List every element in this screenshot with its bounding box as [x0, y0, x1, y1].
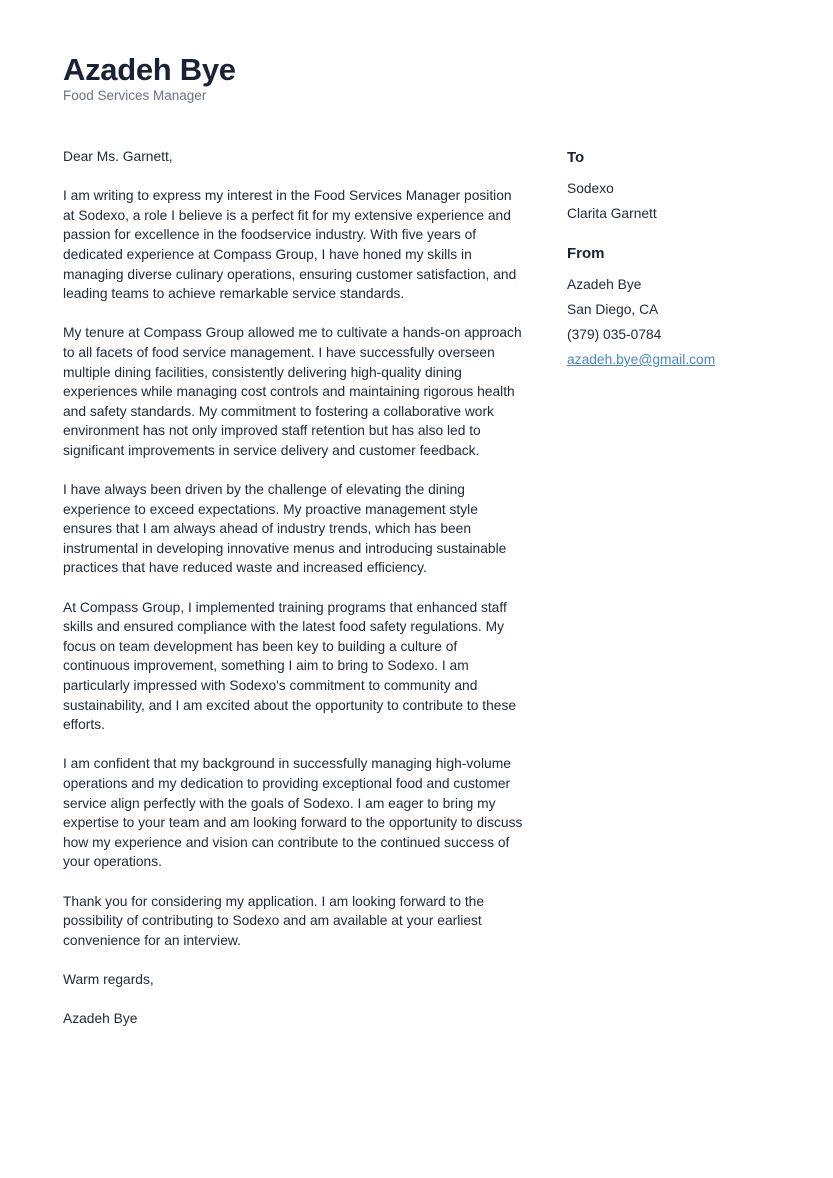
letter-paragraph: I have always been driven by the challenge of elevating the dining experience to exceed expectations. My proactive management style ensures that I am always ahead of industry trends, which has been instrumental in developing innovative menus and introducing sustainable practices that have reduced waste and increased efficiency.	[63, 482, 507, 576]
letter-header	[63, 52, 236, 104]
to-heading: To	[567, 149, 585, 166]
sender-phone: (379) 035-0784	[567, 327, 662, 342]
letter-paragraph: Thank you for considering my application. I am looking forward to the possibility of contributing to Sodexo and am available at your earliest convenience for an interview.	[63, 893, 485, 948]
sender-email-row	[567, 347, 787, 372]
recipient-name: Clarita Garnett	[567, 206, 657, 221]
recipient-company: Sodexo	[567, 181, 614, 196]
contact-sidebar	[567, 148, 787, 390]
letter-paragraph: At Compass Group, I implemented training programs that enhanced staff skills and ensured compliance with the latest food safety regulations. My focus on team development has been key to building a culture of continuous improvement, something I aim to bring to Sodexo. I am particularly impressed with Sodexo's commitment to community and sustainability, and I am excited about the opportunity to contribute to these efforts.	[63, 599, 517, 733]
from-heading: From	[567, 245, 605, 262]
applicant-name: Azadeh Bye	[63, 52, 236, 87]
letter-paragraph: I am confident that my background in successfully managing high-volume operations and my dedication to providing exceptional food and customer service align perfectly with the goals of Sodexo. I am eager to bring my expertise to your team and am looking forward to the opportunity to discuss how my experience and vision can contribute to the continued success of your operations.	[63, 756, 523, 870]
letter-paragraph: I am writing to express my interest in the Food Services Manager position at Sodexo, a role I believe is a perfect fit for my extensive experience and passion for excellence in the foodservice industry. With five years of dedicated experience at Compass Group, I have honed my skills in managing diverse culinary operations, ensuring customer satisfaction, and leading teams to achieve remarkable service standards.	[63, 188, 517, 302]
letter-body	[63, 147, 523, 1048]
sender-block	[567, 244, 787, 372]
closing: Warm regards,	[63, 971, 154, 987]
signature: Azadeh Bye	[63, 1011, 138, 1027]
sender-name: Azadeh Bye	[567, 277, 642, 292]
sender-email-link[interactable]: azadeh.bye@gmail.com	[567, 352, 716, 367]
letter-paragraph: My tenure at Compass Group allowed me to cultivate a hands-on approach to all facets of food service management. I have successfully overseen multiple dining facilities, consistently delivering high-quality dining experiences while managing cost controls and maintaining rigorous health and safety standards. My commitment to fostering a collaborative work environment has not only improved staff retention but has also led to significant improvements in service delivery and customer feedback.	[63, 325, 522, 458]
recipient-block	[567, 148, 787, 226]
sender-location: San Diego, CA	[567, 302, 659, 317]
applicant-job-title: Food Services Manager	[63, 88, 207, 103]
salutation: Dear Ms. Garnett,	[63, 149, 173, 164]
